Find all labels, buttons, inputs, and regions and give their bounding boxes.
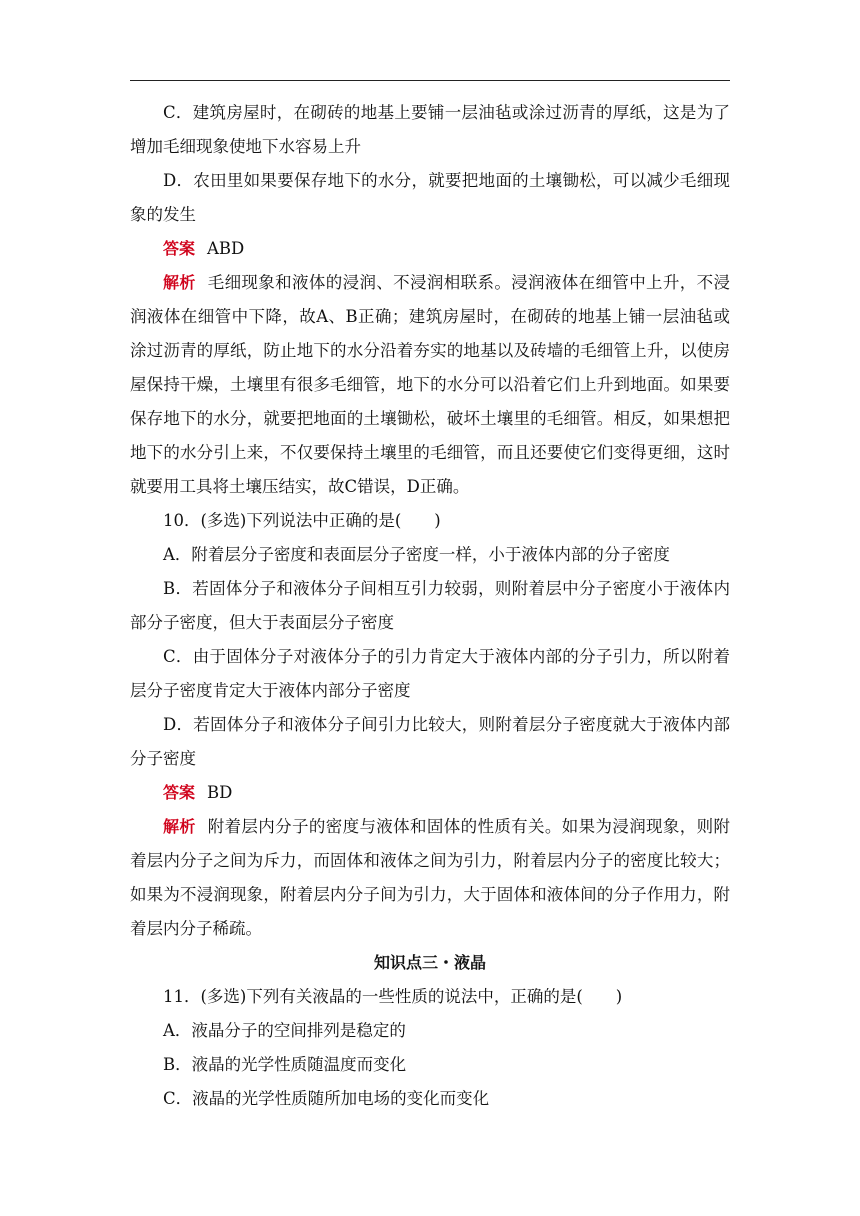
document-body <box>130 96 730 1116</box>
q10-option-a: A．附着层分子密度和表面层分子密度一样，小于液体内部的分子密度 <box>163 545 670 564</box>
q9-option-c: C．建筑房屋时，在砌砖的地基上要铺一层油毡或涂过沥青的厚纸，这是为了增加毛细现象使地下水容易上升 <box>130 103 730 156</box>
q9-answer <box>130 232 730 266</box>
answer-value: ABD <box>207 239 245 258</box>
answer-label: 答案 <box>163 239 196 258</box>
q11-stem: 11．(多选)下列有关液晶的一些性质的说法中，正确的是( ) <box>163 987 623 1006</box>
q11-option-b: B．液晶的光学性质随温度而变化 <box>163 1055 407 1074</box>
header-rule <box>130 80 730 81</box>
q10-stem: 10．(多选)下列说法中正确的是( ) <box>163 511 441 530</box>
answer-value: BD <box>207 783 233 802</box>
q10-option-c: C．由于固体分子对液体分子的引力肯定大于液体内部的分子引力，所以附着层分子密度肯定大于液体内部分子密度 <box>130 647 730 700</box>
q10-option-b: B．若固体分子和液体分子间相互引力较弱，则附着层中分子密度小于液体内部分子密度，但大于表面层分子密度 <box>130 579 730 632</box>
q10-analysis <box>130 810 730 946</box>
analysis-text: 附着层内分子的密度与液体和固体的性质有关。如果为浸润现象，则附着层内分子之间为斥力，而固体和液体之间为引力，附着层内分子的密度比较大；如果为不浸润现象，附着层内分子间为引力，大于固体和液体间的分子作用力，附着层内分子稀疏。 <box>130 817 730 938</box>
analysis-label: 解析 <box>163 273 196 292</box>
analysis-label: 解析 <box>163 817 196 836</box>
q9-analysis <box>130 266 730 504</box>
q9-option-d: D．农田里如果要保存地下的水分，就要把地面的土壤锄松，可以减少毛细现象的发生 <box>130 171 730 224</box>
q11-option-c: C．液晶的光学性质随所加电场的变化而变化 <box>163 1089 490 1108</box>
section-title: 知识点三・液晶 <box>373 953 486 972</box>
q10-option-d: D．若固体分子和液体分子间引力比较大，则附着层分子密度就大于液体内部分子密度 <box>130 715 730 768</box>
q10-answer <box>130 776 730 810</box>
q11-option-a: A．液晶分子的空间排列是稳定的 <box>163 1021 406 1040</box>
answer-label: 答案 <box>163 783 196 802</box>
analysis-text: 毛细现象和液体的浸润、不浸润相联系。浸润液体在细管中上升，不浸润液体在细管中下降，故A、B正确；建筑房屋时，在砌砖的地基上铺一层油毡或涂过沥青的厚纸，防止地下的水分沿着夯实的地基以及砖墙的毛细管上升，以使房屋保持干燥，土壤里有很多毛细管，地下的水分可以沿着它们上升到地面。如果要保存地下的水分，就要把地面的土壤锄松，破坏土壤里的毛细管。相反，如果想把地下的水分引上来，不仅要保持土壤里的毛细管，而且还要使它们变得更细，这时就要用工具将土壤压结实，故C错误，D正确。 <box>130 273 730 496</box>
